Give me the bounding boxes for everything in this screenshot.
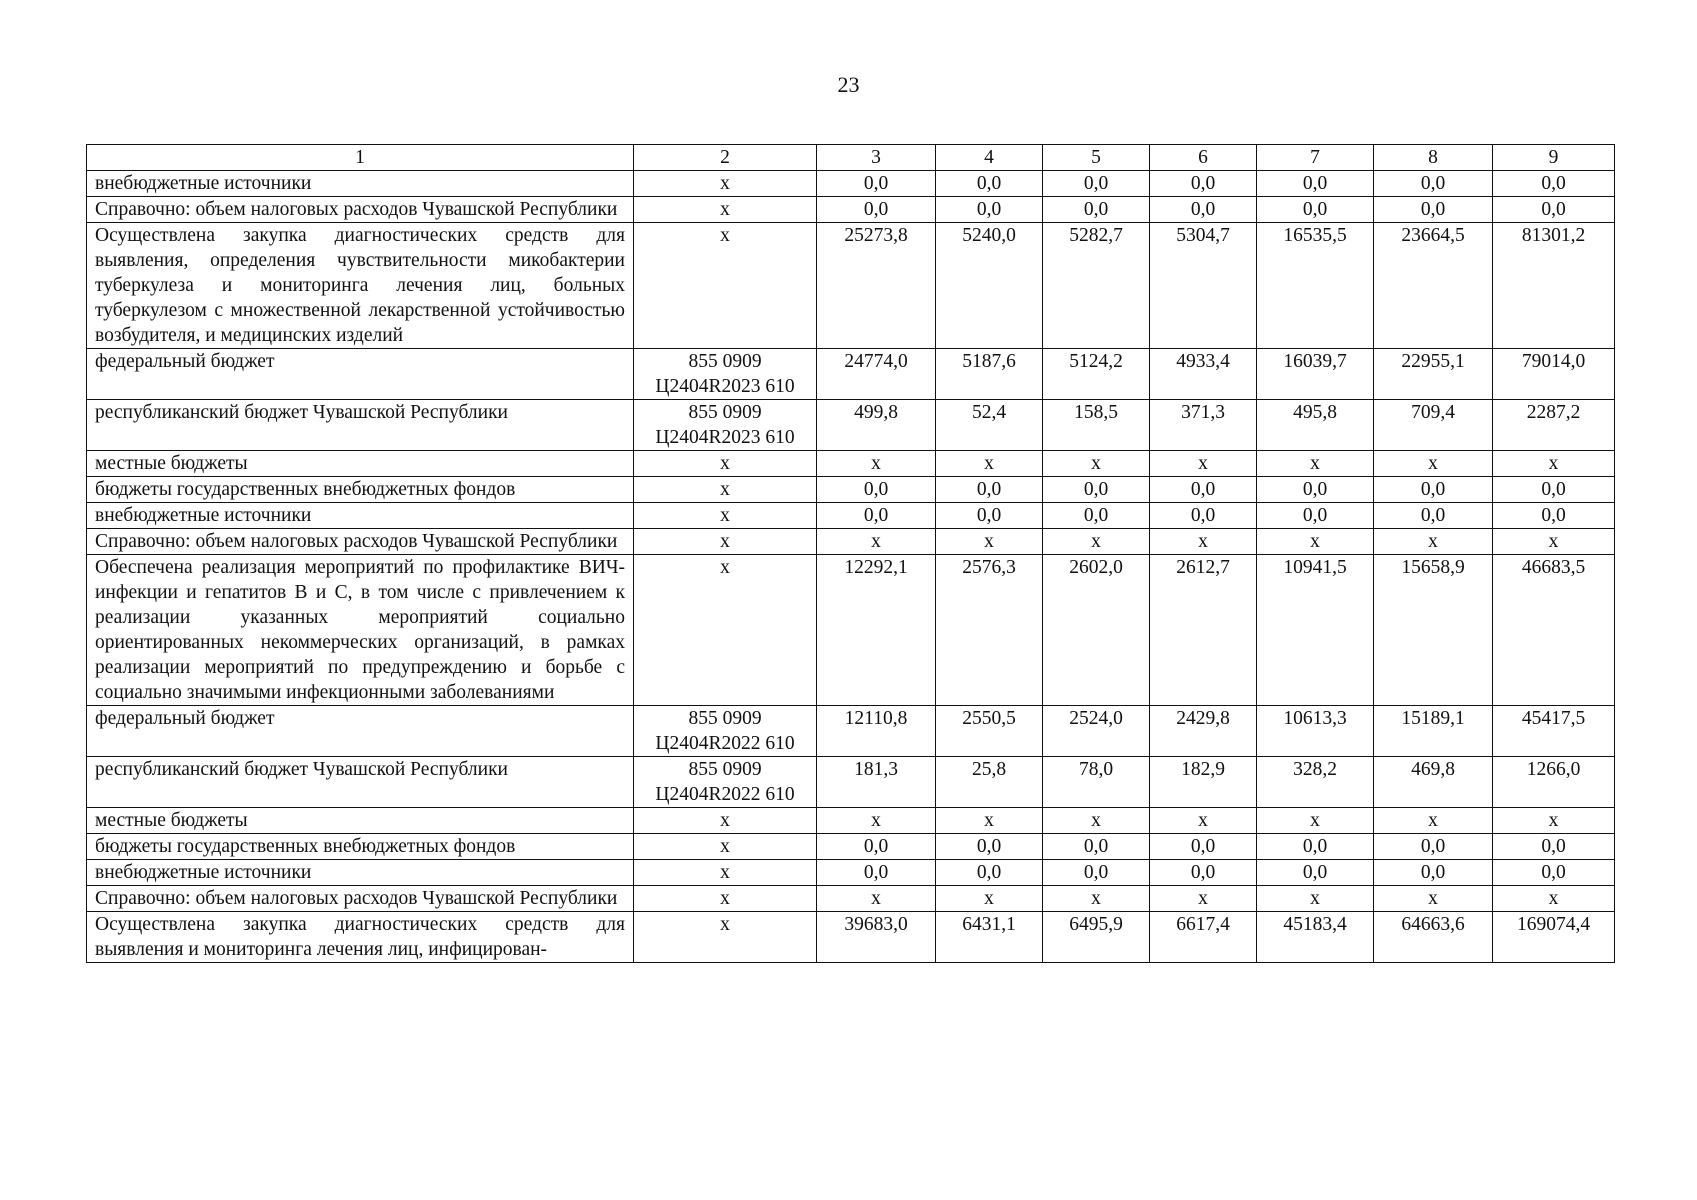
- row-label: федеральный бюджет: [87, 349, 634, 400]
- value-cell: 64663,6: [1374, 912, 1493, 963]
- value-cell: 1266,0: [1493, 757, 1615, 808]
- value-cell: 158,5: [1043, 400, 1150, 451]
- row-label: Справочно: объем налоговых расходов Чувашской Республики: [87, 529, 634, 555]
- value-cell: 0,0: [1257, 477, 1374, 503]
- value-cell: x: [1257, 808, 1374, 834]
- table-row: [87, 451, 1615, 477]
- row-label: Справочно: объем налоговых расходов Чувашской Республики: [87, 886, 634, 912]
- value-cell: 45417,5: [1493, 706, 1615, 757]
- value-cell: 0,0: [1043, 197, 1150, 223]
- value-cell: 709,4: [1374, 400, 1493, 451]
- value-cell: 0,0: [1043, 860, 1150, 886]
- value-cell: 6617,4: [1150, 912, 1257, 963]
- header-cell: 8: [1374, 145, 1493, 171]
- value-cell: 0,0: [1043, 477, 1150, 503]
- value-cell: x: [1043, 529, 1150, 555]
- value-cell: 0,0: [817, 171, 936, 197]
- table-row: [87, 197, 1615, 223]
- value-cell: 0,0: [1043, 171, 1150, 197]
- budget-code: x: [634, 912, 817, 963]
- value-cell: x: [1493, 886, 1615, 912]
- value-cell: 22955,1: [1374, 349, 1493, 400]
- budget-code: x: [634, 834, 817, 860]
- value-cell: 52,4: [936, 400, 1043, 451]
- table-row: [87, 706, 1615, 757]
- budget-code: 855 0909 Ц2404R2023 610: [634, 400, 817, 451]
- value-cell: x: [1374, 529, 1493, 555]
- value-cell: 0,0: [1374, 477, 1493, 503]
- row-label: Осуществлена закупка диагностических средств для выявления и мониторинга лечения лиц, инфицирован-: [87, 912, 634, 963]
- table-row: [87, 808, 1615, 834]
- budget-code: 855 0909 Ц2404R2022 610: [634, 706, 817, 757]
- value-cell: x: [936, 529, 1043, 555]
- budget-table: [86, 144, 1615, 963]
- value-cell: 39683,0: [817, 912, 936, 963]
- value-cell: x: [1493, 451, 1615, 477]
- value-cell: 78,0: [1043, 757, 1150, 808]
- value-cell: 181,3: [817, 757, 936, 808]
- value-cell: 25273,8: [817, 223, 936, 349]
- value-cell: 0,0: [1374, 197, 1493, 223]
- value-cell: 12110,8: [817, 706, 936, 757]
- budget-code: x: [634, 171, 817, 197]
- value-cell: 371,3: [1150, 400, 1257, 451]
- header-cell: 3: [817, 145, 936, 171]
- header-cell: 7: [1257, 145, 1374, 171]
- value-cell: 23664,5: [1374, 223, 1493, 349]
- value-cell: x: [817, 529, 936, 555]
- budget-code: x: [634, 886, 817, 912]
- row-label: бюджеты государственных внебюджетных фондов: [87, 477, 634, 503]
- budget-code: x: [634, 197, 817, 223]
- row-label: Обеспечена реализация мероприятий по профилактике ВИЧ-инфекции и гепатитов B и C, в том числе с привлечением к реализации указанных мероприятий социально ориентированных некоммерческих организаций, в рамках реализации мероприятий по предупреждению и борьбе с социально значимыми инфекционными заболеваниями: [87, 555, 634, 706]
- header-cell: 4: [936, 145, 1043, 171]
- value-cell: 0,0: [1150, 171, 1257, 197]
- budget-code: x: [634, 860, 817, 886]
- budget-code: x: [634, 223, 817, 349]
- value-cell: 2612,7: [1150, 555, 1257, 706]
- table-row: [87, 400, 1615, 451]
- value-cell: 16039,7: [1257, 349, 1374, 400]
- value-cell: 169074,4: [1493, 912, 1615, 963]
- value-cell: 0,0: [1493, 503, 1615, 529]
- budget-code: x: [634, 555, 817, 706]
- row-label: республиканский бюджет Чувашской Республики: [87, 400, 634, 451]
- table-row: [87, 757, 1615, 808]
- value-cell: 0,0: [936, 477, 1043, 503]
- value-cell: 15658,9: [1374, 555, 1493, 706]
- value-cell: 5304,7: [1150, 223, 1257, 349]
- budget-code: x: [634, 808, 817, 834]
- value-cell: 0,0: [1257, 860, 1374, 886]
- budget-code: x: [634, 477, 817, 503]
- value-cell: x: [1150, 529, 1257, 555]
- value-cell: 0,0: [817, 477, 936, 503]
- value-cell: 0,0: [817, 834, 936, 860]
- value-cell: 2602,0: [1043, 555, 1150, 706]
- value-cell: x: [1257, 886, 1374, 912]
- row-label: федеральный бюджет: [87, 706, 634, 757]
- header-cell: 9: [1493, 145, 1615, 171]
- value-cell: 495,8: [1257, 400, 1374, 451]
- table-row: [87, 912, 1615, 963]
- value-cell: 0,0: [936, 171, 1043, 197]
- budget-code: 855 0909 Ц2404R2022 610: [634, 757, 817, 808]
- value-cell: 499,8: [817, 400, 936, 451]
- table-row: [87, 834, 1615, 860]
- value-cell: 0,0: [1374, 834, 1493, 860]
- value-cell: x: [817, 808, 936, 834]
- value-cell: 0,0: [936, 860, 1043, 886]
- value-cell: 0,0: [1374, 503, 1493, 529]
- row-label: бюджеты государственных внебюджетных фондов: [87, 834, 634, 860]
- budget-code: x: [634, 503, 817, 529]
- value-cell: 0,0: [1374, 860, 1493, 886]
- table-row: [87, 349, 1615, 400]
- value-cell: 5240,0: [936, 223, 1043, 349]
- value-cell: 0,0: [1150, 503, 1257, 529]
- value-cell: 2550,5: [936, 706, 1043, 757]
- value-cell: 16535,5: [1257, 223, 1374, 349]
- value-cell: 0,0: [1150, 197, 1257, 223]
- table-row: [87, 529, 1615, 555]
- value-cell: x: [1257, 451, 1374, 477]
- budget-code: 855 0909 Ц2404R2023 610: [634, 349, 817, 400]
- value-cell: 0,0: [1150, 834, 1257, 860]
- value-cell: 0,0: [817, 503, 936, 529]
- header-cell: 1: [87, 145, 634, 171]
- value-cell: 6495,9: [1043, 912, 1150, 963]
- row-label: внебюджетные источники: [87, 171, 634, 197]
- row-label: Осуществлена закупка диагностических средств для выявления, определения чувствительности микобактерии туберкулеза и мониторинга лечения лиц, больных туберкулезом с множественной лекарственной устойчивостью возбудителя, и медицинских изделий: [87, 223, 634, 349]
- value-cell: 0,0: [1043, 503, 1150, 529]
- value-cell: 2429,8: [1150, 706, 1257, 757]
- value-cell: x: [1043, 451, 1150, 477]
- row-label: Справочно: объем налоговых расходов Чувашской Республики: [87, 197, 634, 223]
- budget-code: x: [634, 451, 817, 477]
- row-label: местные бюджеты: [87, 451, 634, 477]
- header-row: [87, 145, 1615, 171]
- header-cell: 6: [1150, 145, 1257, 171]
- header-cell: 5: [1043, 145, 1150, 171]
- value-cell: 0,0: [1150, 477, 1257, 503]
- value-cell: 182,9: [1150, 757, 1257, 808]
- value-cell: 5187,6: [936, 349, 1043, 400]
- table-row: [87, 171, 1615, 197]
- value-cell: 469,8: [1374, 757, 1493, 808]
- value-cell: 6431,1: [936, 912, 1043, 963]
- value-cell: x: [1374, 451, 1493, 477]
- value-cell: 79014,0: [1493, 349, 1615, 400]
- value-cell: 0,0: [1493, 834, 1615, 860]
- value-cell: x: [1257, 529, 1374, 555]
- value-cell: x: [817, 886, 936, 912]
- value-cell: 0,0: [1257, 197, 1374, 223]
- value-cell: x: [936, 451, 1043, 477]
- value-cell: 0,0: [1150, 860, 1257, 886]
- value-cell: x: [1150, 451, 1257, 477]
- value-cell: 0,0: [817, 197, 936, 223]
- value-cell: x: [1043, 886, 1150, 912]
- value-cell: x: [936, 808, 1043, 834]
- value-cell: x: [1374, 886, 1493, 912]
- table-row: [87, 860, 1615, 886]
- value-cell: x: [1150, 886, 1257, 912]
- value-cell: 15189,1: [1374, 706, 1493, 757]
- value-cell: 4933,4: [1150, 349, 1257, 400]
- value-cell: 46683,5: [1493, 555, 1615, 706]
- value-cell: 0,0: [1257, 834, 1374, 860]
- value-cell: 0,0: [936, 503, 1043, 529]
- value-cell: 10941,5: [1257, 555, 1374, 706]
- row-label: внебюджетные источники: [87, 503, 634, 529]
- value-cell: 0,0: [1257, 503, 1374, 529]
- row-label: внебюджетные источники: [87, 860, 634, 886]
- value-cell: 0,0: [1493, 477, 1615, 503]
- value-cell: 0,0: [1043, 834, 1150, 860]
- value-cell: 0,0: [1493, 197, 1615, 223]
- value-cell: 0,0: [1493, 171, 1615, 197]
- value-cell: 10613,3: [1257, 706, 1374, 757]
- value-cell: x: [1043, 808, 1150, 834]
- value-cell: 2287,2: [1493, 400, 1615, 451]
- header-cell: 2: [634, 145, 817, 171]
- value-cell: 2524,0: [1043, 706, 1150, 757]
- row-label: республиканский бюджет Чувашской Республики: [87, 757, 634, 808]
- value-cell: 0,0: [1493, 860, 1615, 886]
- value-cell: 81301,2: [1493, 223, 1615, 349]
- value-cell: 0,0: [1374, 171, 1493, 197]
- value-cell: x: [817, 451, 936, 477]
- table-row: [87, 555, 1615, 706]
- value-cell: 328,2: [1257, 757, 1374, 808]
- value-cell: x: [1374, 808, 1493, 834]
- page-number: 23: [837, 72, 860, 97]
- value-cell: x: [1493, 808, 1615, 834]
- value-cell: 24774,0: [817, 349, 936, 400]
- row-label: местные бюджеты: [87, 808, 634, 834]
- value-cell: 0,0: [936, 834, 1043, 860]
- value-cell: x: [936, 886, 1043, 912]
- value-cell: 5282,7: [1043, 223, 1150, 349]
- table-row: [87, 886, 1615, 912]
- table-row: [87, 503, 1615, 529]
- value-cell: 2576,3: [936, 555, 1043, 706]
- value-cell: 25,8: [936, 757, 1043, 808]
- value-cell: 0,0: [936, 197, 1043, 223]
- value-cell: 45183,4: [1257, 912, 1374, 963]
- value-cell: 0,0: [817, 860, 936, 886]
- value-cell: x: [1150, 808, 1257, 834]
- table-row: [87, 223, 1615, 349]
- value-cell: x: [1493, 529, 1615, 555]
- value-cell: 5124,2: [1043, 349, 1150, 400]
- table-row: [87, 477, 1615, 503]
- budget-code: x: [634, 529, 817, 555]
- value-cell: 12292,1: [817, 555, 936, 706]
- value-cell: 0,0: [1257, 171, 1374, 197]
